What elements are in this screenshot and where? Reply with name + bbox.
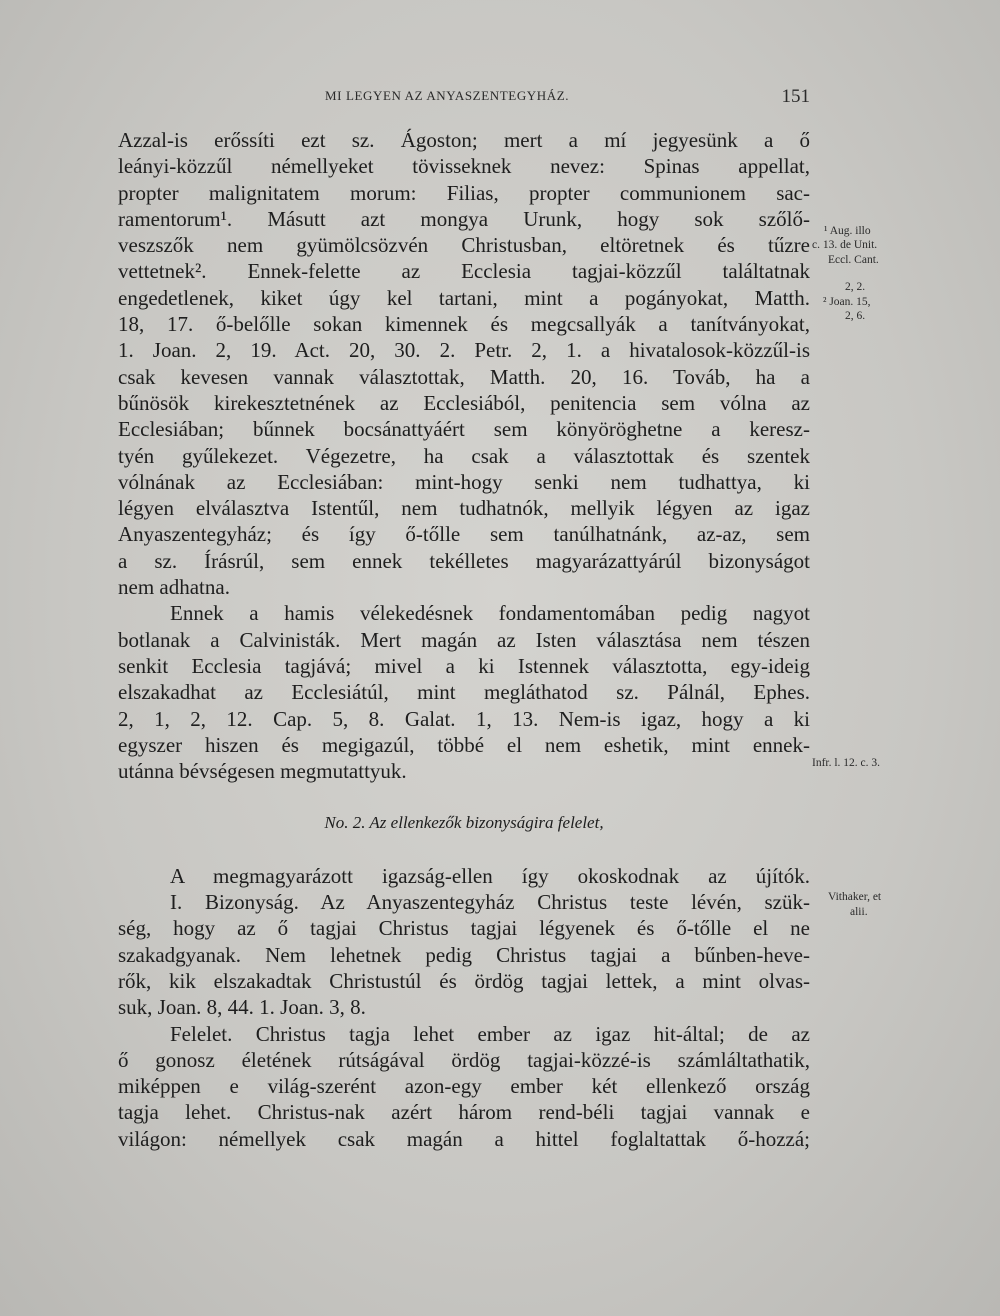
margin-note: 2, 2. bbox=[845, 281, 866, 293]
text-line: leányi-közzűl némellyeket tövisseknek nevez: Spinas appellat, bbox=[118, 154, 810, 179]
text-line: 18, 17. ő-belőlle sokan kimennek és megcsallyák a tanítványokat, bbox=[118, 312, 810, 337]
margin-note: 2, 6. bbox=[845, 310, 866, 322]
margin-note: ¹ Aug. illo bbox=[824, 225, 871, 237]
text-line: Azzal-is erőssíti ezt sz. Ágoston; mert a mí jegyesünk a ő bbox=[118, 128, 810, 152]
page-header bbox=[120, 86, 810, 116]
text-line: vólnának az Ecclesiában: mint-hogy senki nem tudhattya, ki bbox=[118, 469, 810, 494]
text-line: Anyaszentegyház; és így ő-tőlle sem tanúlhatnánk, az-az, sem bbox=[118, 522, 810, 547]
section-heading: No. 2. Az ellenkezők bizonyságira felelet, bbox=[324, 813, 604, 833]
text-line: elszakadhat az Ecclesiátúl, mint megláthatod sz. Pálnál, Ephes. bbox=[118, 680, 810, 705]
text-line: miképpen e világ-szerént azon-egy ember két ellenkező ország bbox=[118, 1074, 810, 1099]
text-line: légyen elválasztva Istentűl, nem tudhatnók, mellyik légyen az igaz bbox=[118, 496, 810, 521]
text-line: tyén gyűlekezet. Végezetre, ha csak a választottak és szentek bbox=[118, 443, 810, 468]
text-line: botlanak a Calvinisták. Mert magán az Isten választása nem tészen bbox=[118, 627, 810, 652]
margin-note: Vithaker, et bbox=[828, 891, 882, 903]
text-line: nem adhatna. bbox=[118, 575, 230, 600]
margin-note: Infr. l. 12. c. 3. bbox=[812, 757, 881, 769]
margin-note: c. 13. de Unit. bbox=[812, 239, 878, 251]
text-line: rők, kik elszakadtak Christustúl és ördög tagjai lettek, a mint olvas- bbox=[118, 968, 810, 993]
text-line: ő gonosz életének rútságával ördög tagjai-közzé-is számláltathatik, bbox=[118, 1047, 810, 1072]
text-line: veszszők nem gyümölcsözvén Christusban, eltöretnek és tűzre bbox=[118, 233, 810, 258]
text-line: senkit Ecclesia tagjává; mivel a ki Istennek választotta, egy-ideig bbox=[118, 653, 810, 678]
margin-note: ² Joan. 15, bbox=[823, 296, 871, 308]
text-line: engedetlenek, kiket úgy kel tartani, mint a pogányokat, Matth. bbox=[118, 285, 810, 310]
text-line: a sz. Írásrúl, sem ennek tekélletes magyarázattyárúl bizonyságot bbox=[118, 548, 810, 573]
text-line: ramentorum¹. Másutt azt mongya Urunk, hogy sok szőlő- bbox=[118, 206, 810, 231]
text-line: szakadgyanak. Nem lehetnek pedig Christus tagjai a bűnben-heve- bbox=[118, 942, 810, 967]
text-line: Ecclesiában; bűnnek bocsánattyáért sem könyöröghetne a keresz- bbox=[118, 417, 810, 442]
text-line: tagja lehet. Christus-nak azért három rend-béli tagjai vannak e bbox=[118, 1100, 810, 1125]
text-line: vettetnek². Ennek-felette az Ecclesia tagjai-közzűl találtatnak bbox=[118, 259, 810, 284]
spacer bbox=[118, 837, 810, 863]
text-line: Ennek a hamis vélekedésnek fondamentomában pedig nagyot bbox=[170, 601, 810, 626]
margin-note: alii. bbox=[850, 906, 868, 918]
text-line: 2, 1, 2, 12. Cap. 5, 8. Galat. 1, 13. Nem-is igaz, hogy a ki bbox=[118, 706, 810, 731]
text-line: egyszer hiszen és megigazúl, többé el nem eshetik, mint ennek- bbox=[118, 732, 810, 757]
text-line: utánna bévségesen megmutattyuk. bbox=[118, 759, 407, 784]
text-line: csak kevesen vannak választottak, Matth. 20, 16. Továb, ha a bbox=[118, 364, 810, 389]
text-line: suk, Joan. 8, 44. 1. Joan. 3, 8. bbox=[118, 995, 366, 1020]
text-line: világon: némellyek csak magán a hittel foglaltattak ő-hozzá; bbox=[118, 1126, 810, 1151]
text-line: propter malignitatem morum: Filias, propter communionem sac- bbox=[118, 180, 810, 205]
text-line: A megmagyarázott igazság-ellen így okoskodnak az újítók. bbox=[170, 863, 810, 888]
page-number: 151 bbox=[781, 86, 810, 107]
text-line: I. Bizonyság. Az Anyaszentegyház Christus teste lévén, szük- bbox=[170, 890, 810, 915]
text-line: Felelet. Christus tagja lehet ember az igaz hit-által; de az bbox=[170, 1021, 810, 1046]
running-head: MI LEGYEN AZ ANYASZENTEGYHÁZ. bbox=[325, 88, 570, 103]
text-line: 1. Joan. 2, 19. Act. 20, 30. 2. Petr. 2, 1. a hivatalosok-közzűl-is bbox=[118, 338, 810, 363]
spacer bbox=[118, 784, 810, 810]
margin-note: Eccl. Cant. bbox=[828, 254, 879, 266]
text-line: ség, hogy az ő tagjai Christus tagjai légyenek és ő-tőlle el ne bbox=[118, 916, 810, 941]
text-line: bűnösök kirekesztetnének az Ecclesiából, penitencia sem vólna az bbox=[118, 390, 810, 415]
main-text bbox=[118, 127, 810, 1152]
